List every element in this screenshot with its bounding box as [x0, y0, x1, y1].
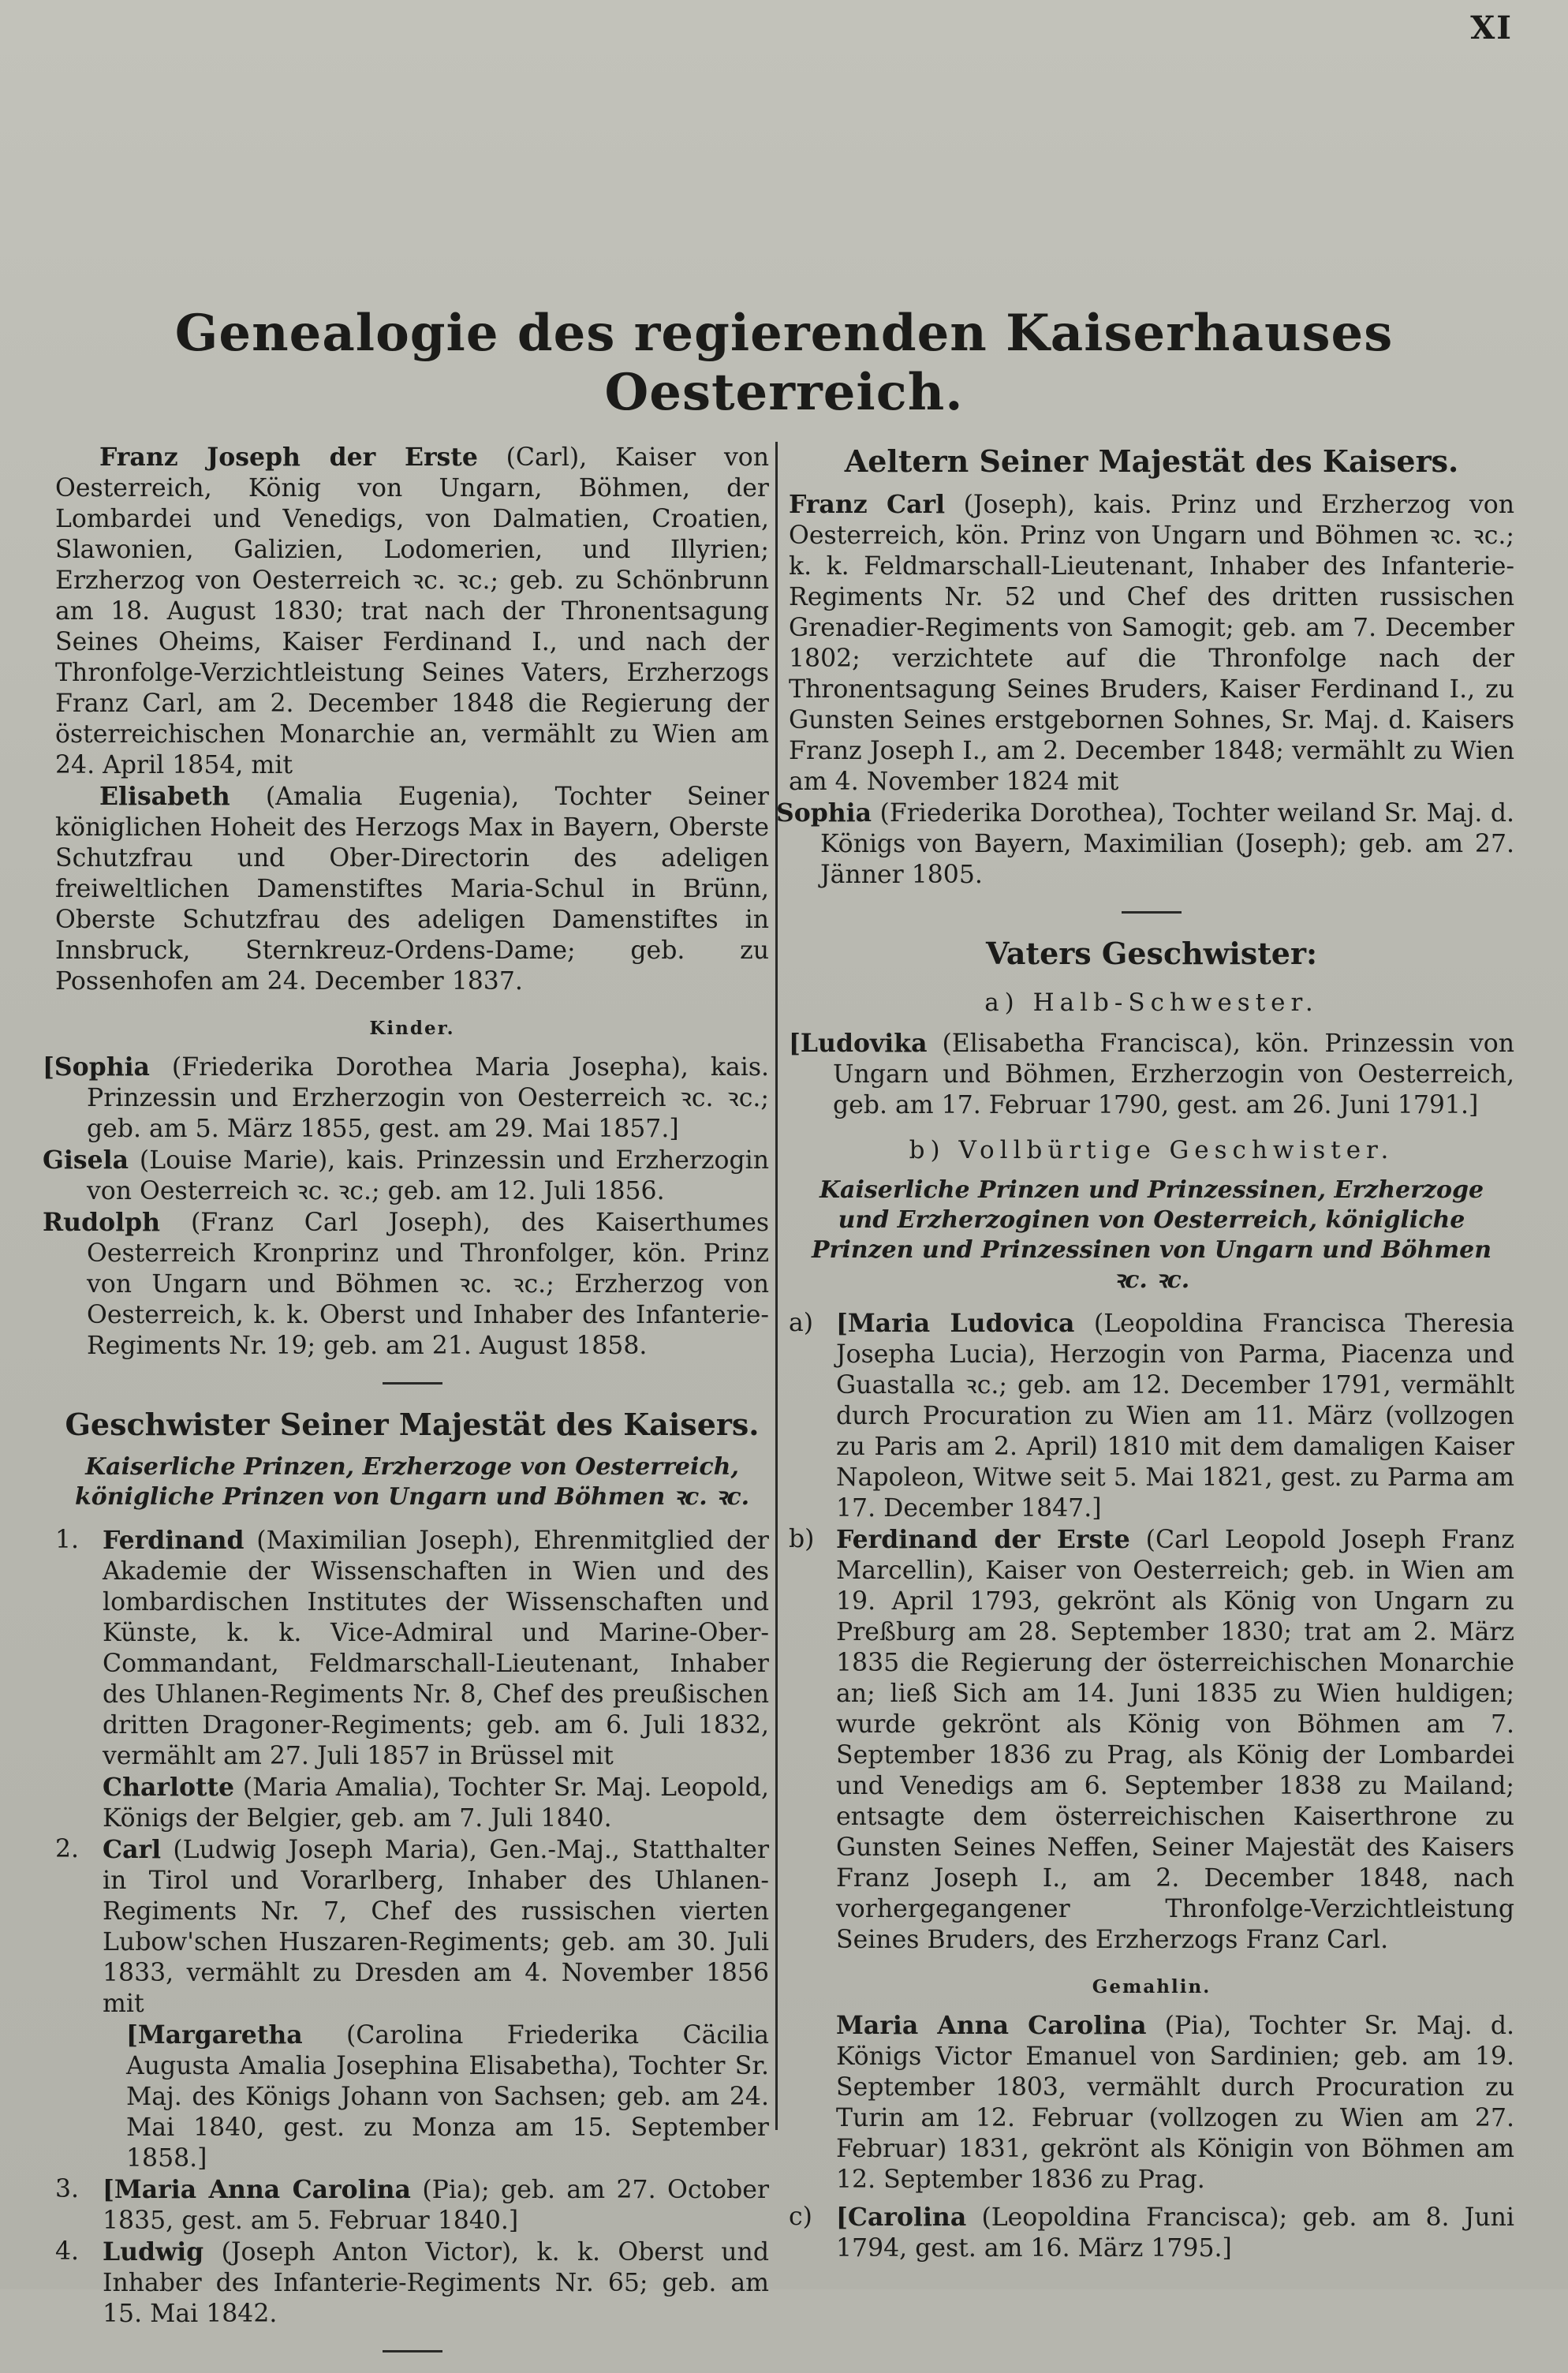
- entry-text: (Carl Leopold Joseph Franz Marcellin), Kaiser von Oesterreich; geb. in Wien am 19. April 1793, gekrönt als König von Ungarn zu Preßburg am 28. September 1830; trat am 2. März 1835 die Regierung der österreichischen Monarchie an; ließ Sich am 14. Juni 1835 zu Wien huldigen; wurde gekrönt als König von Böhmen am 7. September 1836 zu Prag, als König der Lombardei und Venedigs am 6. September 1838 zu Mailand; entsagte dem österreichischen Kaiserthrone zu Gunsten Seines Neffen, Seiner Majestät des Kaisers Franz Joseph I., am 2. December 1848, nach vorhergegangener Thronfolge-Verzichtleistung Seines Bruders, des Erzherzogs Franz Carl.: [836, 1526, 1514, 1954]
- vaters-geschwister-heading: Vaters Geschwister:: [985, 936, 1318, 971]
- item-number: b): [789, 1525, 815, 1553]
- geschwister-heading: Geschwister Seiner Majestät des Kaisers.: [65, 1407, 760, 1442]
- entry-franz-joseph: [55, 442, 769, 781]
- column-divider: [775, 442, 778, 2130]
- child-rudolph: [43, 1207, 769, 1362]
- item-body: [836, 1308, 1514, 1524]
- child-sophia: [43, 1052, 769, 1145]
- geschwister-caption: Kaiserliche Prinzen, Erzherzoge von Oesterreich, königliche Prinzen von Ungarn und Böhmen ꝛc. ꝛc.: [74, 1453, 750, 1511]
- list-item: [55, 1525, 769, 1772]
- kinder-heading: Kinder.: [369, 1018, 455, 1039]
- gemahlin-heading: Gemahlin.: [1092, 1976, 1211, 1997]
- entry-name: Maria Anna Carolina: [836, 2011, 1147, 2040]
- bleed-through-texture: [47, 71, 1514, 331]
- entry-name: Franz Carl: [789, 490, 946, 519]
- entry-name: Charlotte: [103, 1773, 235, 1802]
- item-body: [103, 2174, 769, 2237]
- entry-text: (Pia); geb. am 27. October 1835, gest. am 5. Februar 1840.]: [103, 2176, 769, 2235]
- item-number: [55, 2020, 103, 2174]
- section-divider: [383, 2350, 442, 2352]
- left-column: [43, 442, 769, 2373]
- entry-text: (Friederika Dorothea), Tochter weiland Sr. Maj. d. Königs von Bayern, Maximilian (Joseph); geb. am 27. Jänner 1805.: [820, 799, 1514, 889]
- list-item: [55, 2174, 769, 2237]
- entry-text: (Leopoldina Francisca); geb. am 8. Juni 1794, gest. am 16. März 1795.]: [836, 2203, 1514, 2263]
- entry-text: (Maria Amalia), Tochter Sr. Maj. Leopold, Königs der Belgier, geb. am 7. Juli 1840.: [103, 1773, 769, 1833]
- page-number: XI: [1470, 9, 1513, 47]
- item-number: c): [789, 2203, 812, 2231]
- entry-text: (Joseph Anton Victor), k. k. Oberst und Inhaber des Infanterie-Regiments Nr. 65; geb. am 15. Mai 1842.: [103, 2238, 769, 2328]
- entry-name: [Ludovika: [789, 1029, 928, 1058]
- entry-name: [Sophia: [43, 1052, 150, 1082]
- entry-text: (Carl), Kaiser von Oesterreich, König von Ungarn, Böhmen, der Lombardei und Venedigs, von Dalmatien, Croatien, Slawonien, Galizien, Lodomerien, und Illyrien; Erzherzog von Oesterreich ꝛc. ꝛc.; geb. zu Schönbrunn am 18. August 1830; trat nach der Thronentsagung Seines Oheims, Kaiser Ferdinand I., und nach der Thronfolge-Verzichtleistung Seines Vaters, Erzherzogs Franz Carl, am 2. December 1848 die Regierung der österreichischen Monarchie an, vermählt zu Wien am 24. April 1854, mit: [55, 443, 769, 779]
- entry-franz-carl: [789, 489, 1514, 798]
- page-title: Genealogie des regierenden Kaiserhauses Oesterreich.: [174, 304, 1394, 422]
- entry-sophia: [776, 798, 1514, 891]
- eltern-heading: Aeltern Seiner Majestät des Kaisers.: [844, 443, 1459, 479]
- right-column: [776, 442, 1515, 2264]
- entry-text: (Ludwig Joseph Maria), Gen.-Maj., Statthalter in Tirol und Vorarlberg, Inhaber des Uhlanen-Regiments Nr. 7, Chef des russischen vierten Lubow'schen Huszaren-Regiments; geb. am 30. Juli 1833, vermählt zu Dresden am 4. November 1856 mit: [103, 1836, 769, 2018]
- entry-text: (Maximilian Joseph), Ehrenmitglied der Akademie der Wissenschaften in Wien und des lombardischen Institutes der Wissenschaften und Künste, k. k. Vice-Admiral und Marine-Ober-Commandant, Feldmarschall-Lieutenant, Inhaber des Uhlanen-Regiments Nr. 8, Chef des preußischen dritten Dragoner-Regiments; geb. am 6. Juli 1832, vermählt am 27. Juli 1857 in Brüssel mit: [103, 1527, 769, 1770]
- item-body: [103, 1525, 769, 1772]
- item-number: 3.: [55, 2175, 80, 2203]
- entry-text: (Louise Marie), kais. Prinzessin und Erzherzogin von Oesterreich ꝛc. ꝛc.; geb. am 12. Juli 1856.: [87, 1146, 769, 1205]
- item-body: [103, 2020, 769, 2174]
- item-number: 4.: [55, 2237, 80, 2266]
- item-number: [55, 1772, 103, 1834]
- item-number: 2.: [55, 1835, 80, 1863]
- item-body: [836, 2202, 1514, 2264]
- entry-text: (Franz Carl Joseph), des Kaiserthumes Oesterreich Kronprinz und Thronfolger, kön. Prinz von Ungarn und Böhmen ꝛc. ꝛc.; Erzherzog von Oesterreich, k. k. Oberst und Inhaber des Infanterie-Regiments Nr. 19; geb. am 21. August 1858.: [87, 1209, 769, 1360]
- entry-elisabeth: [55, 781, 769, 997]
- entry-text: (Carolina Friederika Cäcilia Augusta Amalia Josephina Elisabetha), Tochter Sr. Maj. des Königs Johann von Sachsen; geb. am 24. Mai 1840, gest. zu Monza am 15. September 1858.]: [126, 2021, 769, 2173]
- entry-text: (Leopoldina Francisca Theresia Josepha Lucia), Herzogin von Parma, Piacenza und Guastalla ꝛc.; geb. am 12. December 1791, vermählt durch Procuration zu Wien am 11. März (vollzogen zu Paris am 2. April) 1810 mit dem damaligen Kaiser Napoleon, Witwe seit 5. Mai 1821, gest. zu Parma am 17. December 1847.]: [836, 1310, 1514, 1523]
- entry-name: [Margaretha: [126, 2020, 303, 2050]
- entry-name: Elisabeth: [99, 782, 230, 811]
- item-body: [836, 1524, 1514, 1956]
- entry-name: Ferdinand: [103, 1526, 245, 1555]
- section-divider: [383, 1382, 442, 1385]
- entry-text: (Friederika Dorothea Maria Josepha), kais. Prinzessin und Erzherzogin von Oesterreich ꝛc. ꝛc.; geb. am 5. März 1855, gest. am 29. Mai 1857.]: [87, 1053, 769, 1143]
- item-body: [103, 2237, 769, 2330]
- entry-name: Sophia: [776, 798, 872, 828]
- vollbuertige-heading: b) Vollbürtige Geschwister.: [909, 1136, 1394, 1164]
- entry-name: Rudolph: [43, 1208, 161, 1237]
- entry-maria-anna-carolina: [789, 2010, 1514, 2195]
- vollbuertige-caption: Kaiserliche Prinzen und Prinzessinen, Erzherzoge und Erzherzoginen von Oesterreich, königliche Prinzen und Prinzessinen von Ungarn und Böhmen ꝛc. ꝛc.: [811, 1176, 1492, 1294]
- item-body: [103, 1772, 769, 1834]
- entry-name: Ferdinand der Erste: [836, 1525, 1130, 1554]
- entry-text: (Elisabetha Francisca), kön. Prinzessin von Ungarn und Böhmen, Erzherzogin von Oesterreich, geb. am 17. Februar 1790, gest. am 26. Juni 1791.]: [833, 1030, 1514, 1119]
- list-item: [789, 1308, 1514, 1524]
- halb-schwester-heading: a) Halb-Schwester.: [984, 988, 1319, 1017]
- item-body: [103, 1834, 769, 2020]
- list-item: [55, 2020, 769, 2174]
- entry-name: Franz Joseph der Erste: [99, 443, 478, 472]
- entry-name: [Carolina: [836, 2203, 967, 2232]
- entry-name: Ludwig: [103, 2237, 204, 2266]
- item-number: 1.: [55, 1526, 80, 1554]
- list-item: [55, 2237, 769, 2330]
- item-number: a): [789, 1309, 814, 1337]
- list-item: [789, 2202, 1514, 2264]
- entry-name: [Maria Anna Carolina: [103, 2175, 411, 2204]
- entry-name: Gisela: [43, 1145, 129, 1175]
- entry-text: (Pia), Tochter Sr. Maj. d. Königs Victor Emanuel von Sardinien; geb. am 19. September 1803, vermählt durch Procuration zu Turin am 12. Februar (vollzogen zu Wien am 27. Februar) 1831, gekrönt als Königin von Böhmen am 12. September 1836 zu Prag.: [836, 2012, 1515, 2194]
- list-item: [789, 1524, 1514, 1956]
- entry-ludovika: [789, 1028, 1514, 1121]
- list-item: [55, 1772, 769, 1834]
- section-divider: [1122, 911, 1182, 914]
- entry-text: (Amalia Eugenia), Tochter Seiner königlichen Hoheit des Herzogs Max in Bayern, Oberste Schutzfrau und Ober-Directorin des adeligen freiweltlichen Damenstiftes Maria-Schul in Brünn, Oberste Schutzfrau des adeligen Damenstiftes in Innsbruck, Sternkreuz-Ordens-Dame; geb. zu Possenhofen am 24. December 1837.: [55, 783, 769, 996]
- list-item: [55, 1834, 769, 2020]
- child-gisela: [43, 1145, 769, 1207]
- entry-text: (Joseph), kais. Prinz und Erzherzog von Oesterreich, kön. Prinz von Ungarn und Böhmen ꝛc. ꝛc.; k. k. Feldmarschall-Lieutenant, Inhaber des Infanterie-Regiments Nr. 52 und Chef des dritten russischen Grenadier-Regiments von Samogit; geb. am 7. December 1802; verzichtete auf die Thronfolge nach der Thronentsagung Seines Bruders, Kaiser Ferdinand I., zu Gunsten Seines erstgebornen Sohnes, Sr. Maj. d. Kaisers Franz Joseph I., am 2. December 1848; vermählt zu Wien am 4. November 1824 mit: [789, 491, 1514, 796]
- entry-name: [Maria Ludovica: [836, 1309, 1075, 1338]
- entry-name: Carl: [103, 1835, 162, 1864]
